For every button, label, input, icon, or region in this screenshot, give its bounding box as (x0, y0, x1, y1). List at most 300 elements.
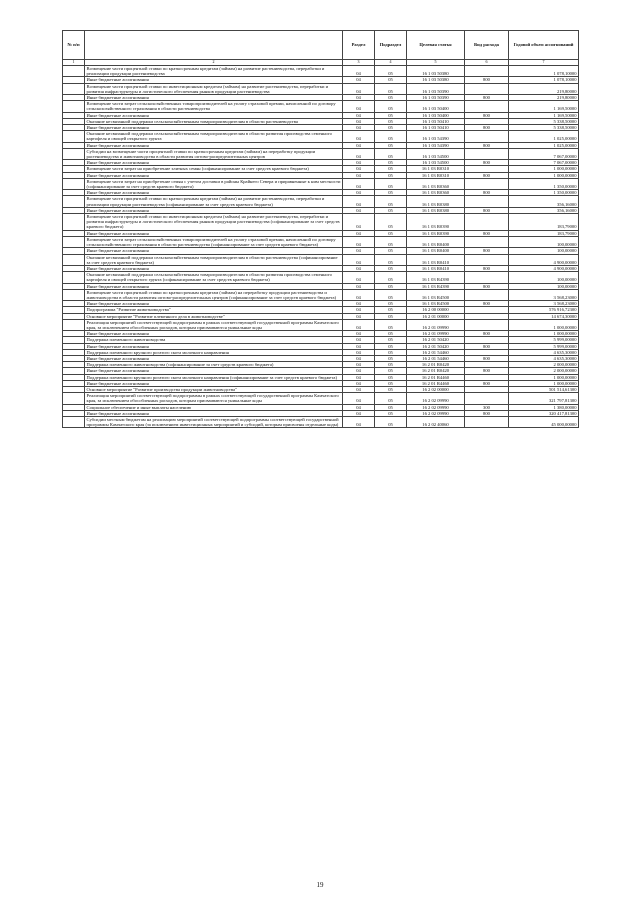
cell-vr (465, 214, 509, 231)
cell-cst: 16 1 03 R0410 (407, 254, 465, 265)
cell-cst: 16 1 03 R0310 (407, 166, 465, 172)
cell-podrazdel: 05 (375, 283, 407, 289)
cell-razdel: 04 (343, 368, 375, 374)
cell-num (63, 393, 85, 404)
cell-razdel: 04 (343, 160, 375, 166)
cell-sum: 1 350,00000 (509, 190, 579, 196)
cell-name: Реализация мероприятий соответствующей подпрограммы в рамках соответствующей государственной программы Камчатского края, за исключением обособленных расходов, которым присваиваются уникальные коды (85, 393, 343, 404)
table-row (63, 289, 579, 300)
cell-sum: 501 514,61300 (509, 386, 579, 392)
cell-cst: 16 2 01 50420 (407, 337, 465, 343)
cell-vr (465, 83, 509, 94)
cell-razdel: 04 (343, 83, 375, 94)
cell-sum: 219,80000 (509, 83, 579, 94)
cell-razdel: 04 (343, 148, 375, 159)
cell-razdel: 04 (343, 343, 375, 349)
cell-name: Возмещение части затрат на приобретение семян с учетом доставки в районы Крайнего Севера и приравненные к ним местности (софинансирование за счет средств краевого бюджета) (85, 178, 343, 189)
cell-cst: 16 1 03 54390 (407, 131, 465, 142)
cell-razdel: 04 (343, 178, 375, 189)
cell-name: Иные бюджетные ассигнования (85, 95, 343, 101)
cell-cst: 16 1 03 R0400 (407, 248, 465, 254)
cell-name: Иные бюджетные ассигнования (85, 331, 343, 337)
cell-razdel: 04 (343, 172, 375, 178)
cell-razdel: 04 (343, 349, 375, 355)
cell-vr (465, 131, 509, 142)
cell-cst: 16 1 03 R4390 (407, 283, 465, 289)
cell-podrazdel: 05 (375, 319, 407, 330)
cell-sum: 100,00000 (509, 236, 579, 247)
cell-podrazdel: 05 (375, 166, 407, 172)
cell-sum: 2 000,00000 (509, 362, 579, 368)
cell-razdel: 04 (343, 214, 375, 231)
cell-vr (465, 319, 509, 330)
cell-razdel: 04 (343, 248, 375, 254)
cell-cst: 16 2 01 R4460 (407, 380, 465, 386)
cell-podrazdel: 05 (375, 172, 407, 178)
cell-name: Возмещение части затрат сельскохозяйственных товаропроизводителей на уплату страховой премии, начисленной по договору сельскохозяйственного страхования в области растениеводства (85, 101, 343, 112)
cell-razdel: 04 (343, 95, 375, 101)
cell-sum: 4 900,00000 (509, 265, 579, 271)
cell-num (63, 289, 85, 300)
cell-name: Основное мероприятие "Развитие производства продукции животноводства" (85, 386, 343, 392)
cell-name: Иные бюджетные ассигнования (85, 355, 343, 361)
cell-razdel: 04 (343, 374, 375, 380)
cell-razdel: 04 (343, 362, 375, 368)
cell-razdel: 04 (343, 272, 375, 283)
cell-cst: 16 1 03 R0380 (407, 196, 465, 207)
cell-cst: 16 1 03 50400 (407, 101, 465, 112)
cell-name: Основное мероприятие "Развитие племенного дела в животноводстве" (85, 313, 343, 319)
cell-podrazdel: 05 (375, 196, 407, 207)
table-row (63, 214, 579, 231)
cell-podrazdel: 05 (375, 343, 407, 349)
cell-vr: 800 (465, 248, 509, 254)
cell-vr (465, 101, 509, 112)
cell-podrazdel: 05 (375, 404, 407, 410)
cell-name: Иные бюджетные ассигнования (85, 160, 343, 166)
cell-sum: 100,00000 (509, 248, 579, 254)
cell-podrazdel: 05 (375, 393, 407, 404)
cell-razdel: 04 (343, 166, 375, 172)
cell-razdel: 04 (343, 416, 375, 427)
cell-sum: 356,16000 (509, 196, 579, 207)
cell-podrazdel: 05 (375, 289, 407, 300)
cell-vr: 800 (465, 380, 509, 386)
cell-razdel: 04 (343, 410, 375, 416)
cell-vr (465, 66, 509, 77)
col-header-podrazdel: Подраздел (375, 31, 407, 60)
cell-vr: 800 (465, 125, 509, 131)
cell-podrazdel: 05 (375, 101, 407, 112)
cell-cst: 16 2 00 00000 (407, 307, 465, 313)
cell-podrazdel: 05 (375, 331, 407, 337)
cell-podrazdel: 05 (375, 355, 407, 361)
cell-sum: 4 900,00000 (509, 254, 579, 265)
cell-razdel: 04 (343, 118, 375, 124)
cell-sum: 1 380,00000 (509, 404, 579, 410)
table-row (63, 148, 579, 159)
cell-vr: 800 (465, 190, 509, 196)
cell-podrazdel: 05 (375, 190, 407, 196)
col-number: 2 (85, 60, 343, 66)
cell-podrazdel: 05 (375, 374, 407, 380)
cell-num (63, 254, 85, 265)
cell-sum: 183,79000 (509, 230, 579, 236)
cell-cst: 16 2 01 R0420 (407, 362, 465, 368)
cell-name: Иные бюджетные ассигнования (85, 112, 343, 118)
cell-podrazdel: 05 (375, 301, 407, 307)
table-row (63, 393, 579, 404)
cell-vr: 800 (465, 410, 509, 416)
cell-name: Поддержка племенного животноводства (85, 337, 343, 343)
cell-razdel: 04 (343, 207, 375, 213)
cell-num (63, 178, 85, 189)
cell-vr (465, 393, 509, 404)
cell-sum: 14 674,30000 (509, 313, 579, 319)
cell-razdel: 04 (343, 77, 375, 83)
cell-name: Субсидии на возмещение части процентной ставки по краткосрочным кредитам (займам) на переработку продукции растениеводства и животноводства в области развития оптово-распределительных центров (85, 148, 343, 159)
cell-name: Иные бюджетные ассигнования (85, 142, 343, 148)
cell-cst: 16 2 01 09990 (407, 319, 465, 330)
cell-cst: 16 1 03 R0310 (407, 172, 465, 178)
cell-vr: 800 (465, 368, 509, 374)
cell-razdel: 04 (343, 66, 375, 77)
cell-cst: 16 2 01 50420 (407, 343, 465, 349)
cell-num (63, 272, 85, 283)
cell-cst: 16 1 03 R0360 (407, 190, 465, 196)
cell-num (63, 236, 85, 247)
cell-razdel: 04 (343, 331, 375, 337)
cell-razdel: 04 (343, 337, 375, 343)
cell-vr: 800 (465, 112, 509, 118)
cell-name: Возмещение части процентной ставки по краткосрочным кредитам (займам) на развитие растениеводства, переработки и реализации продукции растениеводства (85, 66, 343, 77)
header-row (63, 31, 579, 60)
cell-name: Возмещение части затрат на приобретение элитных семян (софинансирование за счет средств краевого бюджета) (85, 166, 343, 172)
cell-name: Оказание несвязанной поддержки сельскохозяйственным товаропроизводителям в области развития производства семенного картофеля и овощей открытого грунта (софинансирование за счет средств краевого бюджета) (85, 272, 343, 283)
cell-razdel: 04 (343, 142, 375, 148)
cell-cst: 16 1 03 54500 (407, 148, 465, 159)
cell-cst: 16 2 01 R0420 (407, 368, 465, 374)
cell-podrazdel: 05 (375, 207, 407, 213)
cell-cst: 16 1 03 R4500 (407, 301, 465, 307)
cell-name: Иные бюджетные ассигнования (85, 380, 343, 386)
cell-sum: 183,79000 (509, 214, 579, 231)
cell-num (63, 66, 85, 77)
cell-sum: 1 000,00000 (509, 380, 579, 386)
cell-cst: 16 1 03 R0390 (407, 214, 465, 231)
cell-sum: 1 078,10000 (509, 66, 579, 77)
cell-num (63, 319, 85, 330)
cell-cst: 16 2 01 00000 (407, 313, 465, 319)
cell-sum: 5 999,00000 (509, 343, 579, 349)
cell-cst: 16 2 02 40060 (407, 416, 465, 427)
cell-cst: 16 1 03 50380 (407, 66, 465, 77)
cell-sum: 4 635,30000 (509, 349, 579, 355)
cell-podrazdel: 05 (375, 131, 407, 142)
cell-razdel: 04 (343, 380, 375, 386)
cell-sum: 356,16000 (509, 207, 579, 213)
cell-podrazdel: 05 (375, 236, 407, 247)
cell-num (63, 131, 85, 142)
cell-razdel: 04 (343, 254, 375, 265)
cell-cst: 16 2 01 54460 (407, 349, 465, 355)
cell-sum: 2 000,00000 (509, 368, 579, 374)
table-row (63, 131, 579, 142)
table-row (63, 272, 579, 283)
col-number: 1 (63, 60, 85, 66)
cell-razdel: 04 (343, 313, 375, 319)
cell-vr (465, 416, 509, 427)
cell-vr (465, 289, 509, 300)
cell-razdel: 04 (343, 131, 375, 142)
col-number: 6 (465, 60, 509, 66)
cell-vr: 300 (465, 404, 509, 410)
cell-name: Иные бюджетные ассигнования (85, 265, 343, 271)
cell-vr: 800 (465, 207, 509, 213)
cell-razdel: 04 (343, 393, 375, 404)
col-header-razdel: Раздел (343, 31, 375, 60)
cell-cst: 16 1 03 50380 (407, 77, 465, 83)
cell-num (63, 416, 85, 427)
cell-razdel: 04 (343, 125, 375, 131)
table-row (63, 101, 579, 112)
cell-sum: 1 000,00000 (509, 331, 579, 337)
cell-name: Иные бюджетные ассигнования (85, 283, 343, 289)
cell-name: Оказание несвязанной поддержки сельскохозяйственным товаропроизводителям в области растениеводства (софинансирование за счет средств краевого бюджета) (85, 254, 343, 265)
cell-sum: 1 000,00000 (509, 374, 579, 380)
cell-name: Оказание несвязанной поддержки сельскохозяйственным товаропроизводителям в области развития производства семенного картофеля и овощей открытого грунта (85, 131, 343, 142)
cell-name: Иные бюджетные ассигнования (85, 77, 343, 83)
document-page (62, 30, 578, 428)
cell-cst: 16 1 03 R4500 (407, 289, 465, 300)
cell-podrazdel: 05 (375, 313, 407, 319)
cell-cst: 16 1 03 50390 (407, 95, 465, 101)
cell-name: Возмещение части процентной ставки по краткосрочным кредитам (займам) на развитие растениеводства, переработки и реализации продукции растениеводства (софинансирование за счет средств краевого бюджета) (85, 196, 343, 207)
cell-sum: 1 025,00000 (509, 142, 579, 148)
cell-name: Поддержка племенного крупного рогатого скота молочного направления (85, 349, 343, 355)
col-header-sum: Годовой объем ассигнований (509, 31, 579, 60)
cell-podrazdel: 05 (375, 337, 407, 343)
cell-sum: 100,00000 (509, 283, 579, 289)
cell-vr (465, 254, 509, 265)
cell-sum: 1 000,00000 (509, 172, 579, 178)
cell-podrazdel: 05 (375, 118, 407, 124)
cell-name: Возмещение части процентной ставки по инвестиционным кредитам (займам) на развитие растениеводства, переработки и развития инфраструктуры и логистического обеспечения рынков продукции растениеводства (софинансирование за счет средств краевого бюджета) (85, 214, 343, 231)
cell-num (63, 148, 85, 159)
cell-podrazdel: 05 (375, 349, 407, 355)
cell-razdel: 04 (343, 404, 375, 410)
cell-podrazdel: 05 (375, 66, 407, 77)
cell-name: Иные бюджетные ассигнования (85, 230, 343, 236)
cell-vr (465, 272, 509, 283)
table-row (63, 178, 579, 189)
cell-num (63, 101, 85, 112)
cell-podrazdel: 05 (375, 95, 407, 101)
table-row (63, 83, 579, 94)
cell-cst: 16 2 01 09990 (407, 331, 465, 337)
cell-podrazdel: 05 (375, 142, 407, 148)
cell-podrazdel: 05 (375, 254, 407, 265)
cell-razdel: 04 (343, 283, 375, 289)
cell-podrazdel: 05 (375, 362, 407, 368)
cell-name: Иные бюджетные ассигнования (85, 207, 343, 213)
cell-podrazdel: 05 (375, 230, 407, 236)
cell-name: Возмещение части процентной ставки по краткосрочным кредитам (займам) на переработку продукции растениеводства и животноводства в области развития оптово-распределительных центров (софинансирование за счет средств краевого бюджета) (85, 289, 343, 300)
cell-sum: 3 568,23000 (509, 289, 579, 300)
cell-podrazdel: 05 (375, 265, 407, 271)
cell-podrazdel: 05 (375, 410, 407, 416)
cell-podrazdel: 05 (375, 380, 407, 386)
cell-name: Иные бюджетные ассигнования (85, 172, 343, 178)
cell-podrazdel: 05 (375, 178, 407, 189)
cell-cst: 16 1 03 50400 (407, 112, 465, 118)
cell-podrazdel: 05 (375, 272, 407, 283)
col-header-name (85, 31, 343, 60)
budget-table (62, 30, 579, 428)
cell-name: Поддержка племенного животноводства (софинансирование за счет средств краевого бюджета) (85, 362, 343, 368)
cell-podrazdel: 05 (375, 248, 407, 254)
cell-vr: 800 (465, 283, 509, 289)
cell-num (63, 196, 85, 207)
cell-sum: 1 000,00000 (509, 319, 579, 330)
col-header-cst: Целевая статья (407, 31, 465, 60)
cell-sum: 576 916,72300 (509, 307, 579, 313)
cell-cst: 16 2 02 09990 (407, 410, 465, 416)
col-number: 4 (375, 60, 407, 66)
cell-vr: 800 (465, 77, 509, 83)
table-row (63, 236, 579, 247)
cell-sum: 3 568,23000 (509, 301, 579, 307)
cell-sum: 5 338,50000 (509, 125, 579, 131)
cell-vr: 800 (465, 95, 509, 101)
cell-name: Социальное обеспечение и иные выплаты населению (85, 404, 343, 410)
cell-cst: 16 1 03 50410 (407, 125, 465, 131)
cell-razdel: 04 (343, 386, 375, 392)
cell-name: Поддержка племенного крупного рогатого скота молочного направления (софинансирование за счет средств краевого бюджета) (85, 374, 343, 380)
cell-cst: 16 1 03 R0410 (407, 265, 465, 271)
cell-cst: 16 1 03 R4390 (407, 272, 465, 283)
cell-vr: 800 (465, 160, 509, 166)
table-body (63, 66, 579, 428)
cell-razdel: 04 (343, 265, 375, 271)
cell-razdel: 04 (343, 319, 375, 330)
cell-sum: 1 169,50000 (509, 112, 579, 118)
cell-sum: 219,80000 (509, 95, 579, 101)
cell-razdel: 04 (343, 190, 375, 196)
col-header-vr: Вид расхода (465, 31, 509, 60)
cell-vr (465, 148, 509, 159)
cell-name: Возмещение части процентной ставки по инвестиционным кредитам (займам) на развитие растениеводства, переработки и развития инфраструктуры и логистического обеспечения рынков продукции растениеводства (85, 83, 343, 94)
cell-name: Подпрограмма "Развитие животноводства" (85, 307, 343, 313)
cell-name: Иные бюджетные ассигнования (85, 190, 343, 196)
cell-name: Иные бюджетные ассигнования (85, 368, 343, 374)
cell-sum: 1 350,00000 (509, 178, 579, 189)
cell-sum: 1 078,10000 (509, 77, 579, 83)
cell-podrazdel: 05 (375, 307, 407, 313)
cell-name: Реализация мероприятий соответствующей подпрограммы в рамках соответствующей государственной программы Камчатского края, за исключением обособленных расходов, которым присваиваются уникальные коды (85, 319, 343, 330)
cell-podrazdel: 05 (375, 386, 407, 392)
cell-razdel: 04 (343, 301, 375, 307)
cell-sum: 1 025,00000 (509, 131, 579, 142)
page-number: 19 (316, 881, 324, 889)
cell-name: Возмещение части затрат сельскохозяйственных товаропроизводителей на уплату страховой премии, начисленной по договору сельскохозяйственного страхования в области растениеводства (софинансирование за счет средств краевого бюджета) (85, 236, 343, 247)
cell-sum: 1 000,00000 (509, 166, 579, 172)
cell-vr (465, 236, 509, 247)
cell-cst: 16 1 03 R0390 (407, 230, 465, 236)
cell-vr (465, 178, 509, 189)
col-number: 3 (343, 60, 375, 66)
cell-sum: 4 635,30000 (509, 355, 579, 361)
cell-name: Иные бюджетные ассигнования (85, 125, 343, 131)
cell-podrazdel: 05 (375, 368, 407, 374)
cell-razdel: 04 (343, 355, 375, 361)
cell-podrazdel: 05 (375, 125, 407, 131)
cell-cst: 16 1 03 50390 (407, 83, 465, 94)
cell-cst: 16 1 03 R0400 (407, 236, 465, 247)
cell-sum: 5 999,00000 (509, 337, 579, 343)
cell-razdel: 04 (343, 236, 375, 247)
cell-cst: 16 2 02 09990 (407, 393, 465, 404)
col-number: 5 (407, 60, 465, 66)
cell-vr: 800 (465, 301, 509, 307)
cell-podrazdel: 05 (375, 83, 407, 94)
cell-cst: 16 2 01 R4460 (407, 374, 465, 380)
cell-sum: 7 067,00000 (509, 148, 579, 159)
cell-name: Иные бюджетные ассигнования (85, 343, 343, 349)
col-header-num: № п/п (63, 31, 85, 60)
cell-razdel: 04 (343, 101, 375, 112)
table-row (63, 319, 579, 330)
cell-sum: 100,00000 (509, 272, 579, 283)
cell-podrazdel: 05 (375, 160, 407, 166)
cell-vr: 800 (465, 331, 509, 337)
cell-cst: 16 1 03 R0360 (407, 178, 465, 189)
cell-podrazdel: 05 (375, 214, 407, 231)
cell-podrazdel: 05 (375, 416, 407, 427)
cell-name: Иные бюджетные ассигнования (85, 410, 343, 416)
cell-sum: 7 067,00000 (509, 160, 579, 166)
cell-name: Иные бюджетные ассигнования (85, 248, 343, 254)
table-row (63, 254, 579, 265)
cell-vr: 800 (465, 142, 509, 148)
cell-sum: 45 000,00000 (509, 416, 579, 427)
cell-cst: 16 1 03 54500 (407, 160, 465, 166)
cell-cst: 16 1 03 50410 (407, 118, 465, 124)
cell-podrazdel: 05 (375, 148, 407, 159)
cell-razdel: 04 (343, 230, 375, 236)
cell-cst: 16 2 02 09990 (407, 404, 465, 410)
cell-razdel: 04 (343, 196, 375, 207)
cell-name: Оказание несвязанной поддержки сельскохозяйственным товаропроизводителям в области растениеводства (85, 118, 343, 124)
cell-cst: 16 1 03 R0380 (407, 207, 465, 213)
cell-sum: 1 169,50000 (509, 101, 579, 112)
cell-sum: 5 338,50000 (509, 118, 579, 124)
cell-sum: 320 417,81300 (509, 410, 579, 416)
cell-cst: 16 2 01 54460 (407, 355, 465, 361)
cell-vr: 800 (465, 172, 509, 178)
table-row (63, 196, 579, 207)
cell-vr: 800 (465, 230, 509, 236)
cell-vr: 800 (465, 343, 509, 349)
cell-name: Субсидии местным бюджетам на реализацию мероприятий соответствующей подпрограммы соответствующей государственной программы Камчатского края (за исключением инвестиционных мероприятий и субсидий, которым присвоены отдельные коды) (85, 416, 343, 427)
cell-name: Иные бюджетные ассигнования (85, 301, 343, 307)
cell-num (63, 83, 85, 94)
cell-razdel: 04 (343, 289, 375, 300)
cell-podrazdel: 05 (375, 77, 407, 83)
cell-vr: 800 (465, 355, 509, 361)
cell-vr: 800 (465, 265, 509, 271)
cell-cst: 16 1 03 54390 (407, 142, 465, 148)
